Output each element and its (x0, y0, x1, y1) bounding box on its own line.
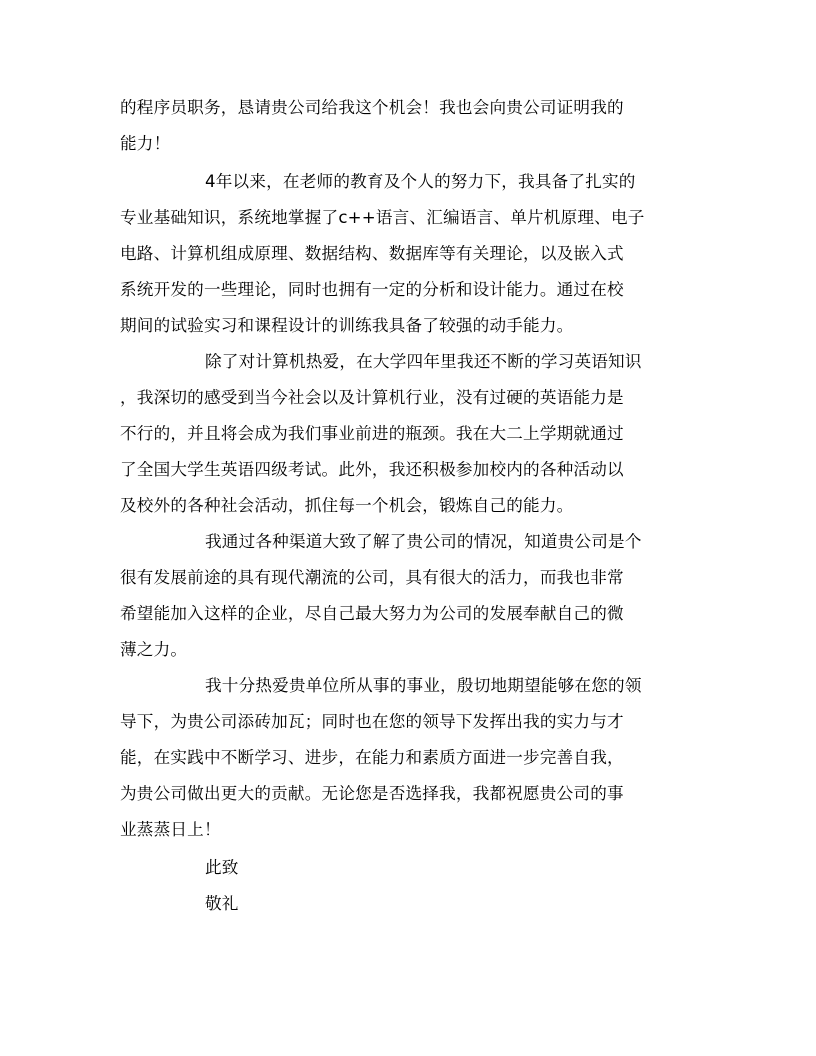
body-line: 业蒸蒸日上！ (120, 820, 221, 839)
body-line: 系统开发的一些理论，同时也拥有一定的分析和设计能力。通过在校 (120, 280, 624, 299)
body-line: ，我深切的感受到当今社会以及计算机行业，没有过硬的英语能力是 (120, 388, 624, 407)
body-line: 及校外的各种社会活动，抓住每一个机会，锻炼自己的能力。 (120, 496, 574, 515)
body-line: 薄之力。 (120, 640, 188, 659)
paragraph-first-line: 4年以来，在老师的教育及个人的努力下，我具备了扎实的 (205, 172, 636, 191)
body-line: 能，在实践中不断学习、进步，在能力和素质方面进一步完善自我， (120, 748, 624, 767)
body-line: 期间的试验实习和课程设计的训练我具备了较强的动手能力。 (120, 316, 574, 335)
paragraph-first-line: 我十分热爱贵单位所从事的事业，殷切地期望能够在您的领 (205, 676, 642, 695)
body-line: 的程序员职务，恳请贵公司给我这个机会！我也会向贵公司证明我的 (120, 98, 624, 117)
body-line: 了全国大学生英语四级考试。此外，我还积极参加校内的各种活动以 (120, 460, 624, 479)
body-line: 导下，为贵公司添砖加瓦；同时也在您的领导下发挥出我的实力与才 (120, 712, 624, 731)
body-line: 为贵公司做出更大的贡献。无论您是否选择我，我都祝愿贵公司的事 (120, 784, 624, 803)
salutation-text: 敬礼 (205, 894, 239, 913)
body-line: 很有发展前途的具有现代潮流的公司，具有很大的活力，而我也非常 (120, 568, 624, 587)
body-line: 电路、计算机组成原理、数据结构、数据库等有关理论，以及嵌入式 (120, 244, 624, 263)
body-line: 专业基础知识，系统地掌握了c++语言、汇编语言、单片机原理、电子 (120, 208, 645, 227)
closing-text: 此致 (205, 858, 239, 877)
paragraph-first-line: 我通过各种渠道大致了解了贵公司的情况，知道贵公司是个 (205, 532, 642, 551)
body-line: 能力！ (120, 134, 171, 153)
body-line: 希望能加入这样的企业，尽自己最大努力为公司的发展奉献自己的微 (120, 604, 624, 623)
body-line: 不行的，并且将会成为我们事业前进的瓶颈。我在大二上学期就通过 (120, 424, 624, 443)
paragraph-first-line: 除了对计算机热爱，在大学四年里我还不断的学习英语知识 (205, 352, 642, 371)
